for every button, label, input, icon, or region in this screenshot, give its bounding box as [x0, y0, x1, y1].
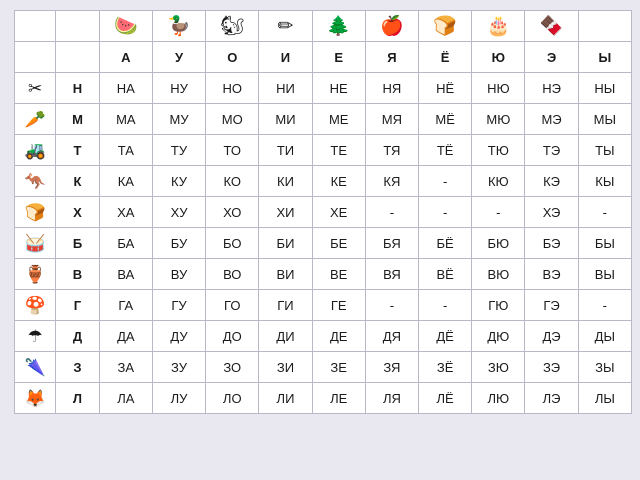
table-row: [15, 135, 632, 166]
vowel-header-o: О: [206, 42, 259, 73]
syllable-cell: ДА: [99, 321, 152, 352]
syllable-cell: БЕ: [312, 228, 365, 259]
bread-loaf-glyph: 🍞: [433, 15, 457, 37]
syllable-cell: -: [365, 290, 418, 321]
consonant-m: М: [56, 104, 99, 135]
syllable-cell: ВЁ: [419, 259, 472, 290]
table-body: [15, 11, 632, 414]
syllable-cell: -: [472, 197, 525, 228]
watermelon-glyph: 🍉: [113, 15, 138, 37]
syllable-cell: КЕ: [312, 166, 365, 197]
syllable-cell: ТЯ: [365, 135, 418, 166]
syllable-cell: ЗЭ: [525, 352, 578, 383]
syllable-cell: МЭ: [525, 104, 578, 135]
vowel-header-u: У: [152, 42, 205, 73]
syllable-cell: ДИ: [259, 321, 312, 352]
syllable-cell: ТЫ: [578, 135, 631, 166]
consonant-b: Б: [56, 228, 99, 259]
syllable-cell: БУ: [152, 228, 205, 259]
syllable-cell: МЯ: [365, 104, 418, 135]
corner-cell-top-left: [15, 11, 56, 42]
syllable-cell: ГУ: [152, 290, 205, 321]
consonant-h: Х: [56, 197, 99, 228]
syllable-cell: ВЮ: [472, 259, 525, 290]
syllable-cell: ВУ: [152, 259, 205, 290]
syllable-cell: ВО: [206, 259, 259, 290]
syllable-cell: КА: [99, 166, 152, 197]
syllable-cell: ТЕ: [312, 135, 365, 166]
syllable-cell: ГА: [99, 290, 152, 321]
table-row: [15, 290, 632, 321]
syllable-cell: ВЯ: [365, 259, 418, 290]
syllable-cell: МО: [206, 104, 259, 135]
pencil-glyph: ✏: [277, 15, 294, 37]
table-row: [15, 166, 632, 197]
consonant-t: Т: [56, 135, 99, 166]
consonant-l: Л: [56, 383, 99, 414]
vowel-header-yo: Ё: [419, 42, 472, 73]
umbrella-open-icon: [15, 352, 56, 383]
syllable-cell: МЕ: [312, 104, 365, 135]
syllable-cell: НЕ: [312, 73, 365, 104]
syllable-cell: МУ: [152, 104, 205, 135]
kangaroo-glyph: 🦘: [24, 171, 46, 191]
squirrel-glyph: 🐿: [220, 15, 245, 37]
syllable-cell: ХЭ: [525, 197, 578, 228]
syllable-cell: БЫ: [578, 228, 631, 259]
bread-icon: [15, 197, 56, 228]
vowel-header-a: А: [99, 42, 152, 73]
syllable-cell: НЁ: [419, 73, 472, 104]
syllable-cell: БА: [99, 228, 152, 259]
table-row: [15, 259, 632, 290]
syllable-cell: -: [419, 290, 472, 321]
vowel-header-y: Ы: [578, 42, 631, 73]
syllable-cell: ВИ: [259, 259, 312, 290]
pencil-icon: [259, 11, 312, 42]
syllable-cell: -: [419, 197, 472, 228]
watermelon-icon: [99, 11, 152, 42]
syllable-cell: НЭ: [525, 73, 578, 104]
syllable-cell: ТЮ: [472, 135, 525, 166]
vowel-header-ya: Я: [365, 42, 418, 73]
bread-loaf-icon: [419, 11, 472, 42]
syllable-cell: КЯ: [365, 166, 418, 197]
syllable-cell: ЛЮ: [472, 383, 525, 414]
syllable-cell: ЛИ: [259, 383, 312, 414]
drum-glyph: 🥁: [24, 233, 46, 253]
syllable-cell: НО: [206, 73, 259, 104]
table-row: [15, 321, 632, 352]
syllable-cell: ЛЕ: [312, 383, 365, 414]
syllable-cell: ДЭ: [525, 321, 578, 352]
syllable-cell: ЛЫ: [578, 383, 631, 414]
syllable-cell: БЮ: [472, 228, 525, 259]
consonant-k: К: [56, 166, 99, 197]
syllable-cell: ЗО: [206, 352, 259, 383]
syllable-cell: ВА: [99, 259, 152, 290]
syllable-cell: ЗА: [99, 352, 152, 383]
fox-glyph: 🦊: [24, 388, 46, 408]
corner-cell-top-second: [56, 11, 99, 42]
consonant-z: З: [56, 352, 99, 383]
cake-icon: [472, 11, 525, 42]
syllable-table: [14, 10, 632, 414]
corner-cell-top-right: [578, 11, 631, 42]
table-row: [15, 104, 632, 135]
corner-cell-left: [15, 42, 56, 73]
table-row: [15, 197, 632, 228]
syllable-cell: -: [578, 290, 631, 321]
syllable-cell: НЯ: [365, 73, 418, 104]
apple-pear-icon: [365, 11, 418, 42]
syllable-cell: ГЮ: [472, 290, 525, 321]
syllable-cell: ГЭ: [525, 290, 578, 321]
syllable-cell: ГЕ: [312, 290, 365, 321]
syllable-cell: КЭ: [525, 166, 578, 197]
syllable-cell: ЛО: [206, 383, 259, 414]
vowel-header-i: И: [259, 42, 312, 73]
syllable-cell: НИ: [259, 73, 312, 104]
fox-icon: [15, 383, 56, 414]
duck-glyph: 🦆: [167, 15, 191, 37]
syllable-cell: ХУ: [152, 197, 205, 228]
syllable-cell: ЛЁ: [419, 383, 472, 414]
syllable-cell: ЗУ: [152, 352, 205, 383]
syllable-cell: КО: [206, 166, 259, 197]
vowel-header-row: [15, 42, 632, 73]
syllable-cell: ВЫ: [578, 259, 631, 290]
scissors-icon: [15, 73, 56, 104]
syllable-cell: ДУ: [152, 321, 205, 352]
table-row: [15, 383, 632, 414]
syllable-cell: ХО: [206, 197, 259, 228]
syllable-cell: КЫ: [578, 166, 631, 197]
syllable-cell: КУ: [152, 166, 205, 197]
syllable-cell: БЭ: [525, 228, 578, 259]
syllable-cell: МЁ: [419, 104, 472, 135]
syllable-cell: ЗЕ: [312, 352, 365, 383]
mushroom-icon: [15, 290, 56, 321]
syllable-cell: МЮ: [472, 104, 525, 135]
syllable-cell: ДЫ: [578, 321, 631, 352]
syllable-cell: ЛЯ: [365, 383, 418, 414]
syllable-cell: ТЭ: [525, 135, 578, 166]
tank-icon: [15, 135, 56, 166]
syllable-cell: ГО: [206, 290, 259, 321]
kangaroo-icon: [15, 166, 56, 197]
syllable-cell: ВЭ: [525, 259, 578, 290]
consonant-d: Д: [56, 321, 99, 352]
syllable-cell: БЁ: [419, 228, 472, 259]
syllable-cell: МИ: [259, 104, 312, 135]
vase-glyph: 🏺: [24, 264, 46, 284]
consonant-v: В: [56, 259, 99, 290]
syllable-cell: БО: [206, 228, 259, 259]
umbrella-icon: [15, 321, 56, 352]
syllable-cell: НУ: [152, 73, 205, 104]
chocolate-glyph: 🍫: [539, 15, 564, 37]
syllable-cell: ТЁ: [419, 135, 472, 166]
syllable-cell: НА: [99, 73, 152, 104]
table-row: [15, 352, 632, 383]
umbrella-open-glyph: 🌂: [24, 357, 46, 377]
syllable-cell: ЗЮ: [472, 352, 525, 383]
syllable-cell: -: [419, 166, 472, 197]
syllable-cell: ТА: [99, 135, 152, 166]
syllable-cell: МА: [99, 104, 152, 135]
vowel-header-yu: Ю: [472, 42, 525, 73]
mushroom-glyph: 🍄: [24, 295, 46, 315]
bread-glyph: 🍞: [24, 202, 46, 222]
vowel-header-eh: Э: [525, 42, 578, 73]
squirrel-icon: [206, 11, 259, 42]
syllable-cell: ДЁ: [419, 321, 472, 352]
duck-icon: [152, 11, 205, 42]
syllable-cell: БЯ: [365, 228, 418, 259]
syllable-cell: ДЕ: [312, 321, 365, 352]
vase-icon: [15, 259, 56, 290]
corner-cell-second: [56, 42, 99, 73]
syllable-cell: -: [578, 197, 631, 228]
syllable-cell: ЛА: [99, 383, 152, 414]
cake-glyph: 🎂: [486, 15, 511, 37]
syllable-cell: КИ: [259, 166, 312, 197]
syllable-cell: НЫ: [578, 73, 631, 104]
syllable-cell: НЮ: [472, 73, 525, 104]
syllable-cell: ТИ: [259, 135, 312, 166]
syllable-cell: ДЯ: [365, 321, 418, 352]
vowel-header-e: Е: [312, 42, 365, 73]
syllable-cell: ХЕ: [312, 197, 365, 228]
syllable-cell: МЫ: [578, 104, 631, 135]
fir-tree-icon: [312, 11, 365, 42]
syllable-cell: ХА: [99, 197, 152, 228]
consonant-g: Г: [56, 290, 99, 321]
tank-glyph: 🚜: [24, 140, 46, 160]
syllable-cell: ДО: [206, 321, 259, 352]
syllable-cell: ВЕ: [312, 259, 365, 290]
picture-header-row: [15, 11, 632, 42]
table-row: [15, 228, 632, 259]
chocolate-bar-icon: [525, 11, 578, 42]
syllable-cell: ЛУ: [152, 383, 205, 414]
syllable-cell: ТО: [206, 135, 259, 166]
carrot-glyph: 🥕: [24, 109, 46, 129]
syllable-cell: ЗЯ: [365, 352, 418, 383]
scissors-glyph: ✂: [28, 78, 43, 98]
syllable-cell: ЗЫ: [578, 352, 631, 383]
consonant-n: Н: [56, 73, 99, 104]
syllable-cell: ХИ: [259, 197, 312, 228]
syllable-cell: БИ: [259, 228, 312, 259]
apple-pear-glyph: 🍎: [380, 15, 404, 37]
syllable-cell: ГИ: [259, 290, 312, 321]
drum-icon: [15, 228, 56, 259]
fir-tree-glyph: 🌲: [326, 15, 351, 37]
syllable-cell: ЗИ: [259, 352, 312, 383]
carrot-icon: [15, 104, 56, 135]
syllable-cell: ЛЭ: [525, 383, 578, 414]
syllable-cell: ЗЁ: [419, 352, 472, 383]
syllable-cell: КЮ: [472, 166, 525, 197]
syllable-cell: ТУ: [152, 135, 205, 166]
syllable-cell: -: [365, 197, 418, 228]
syllable-cell: ДЮ: [472, 321, 525, 352]
umbrella-glyph: ☂: [27, 326, 43, 346]
table-row: [15, 73, 632, 104]
